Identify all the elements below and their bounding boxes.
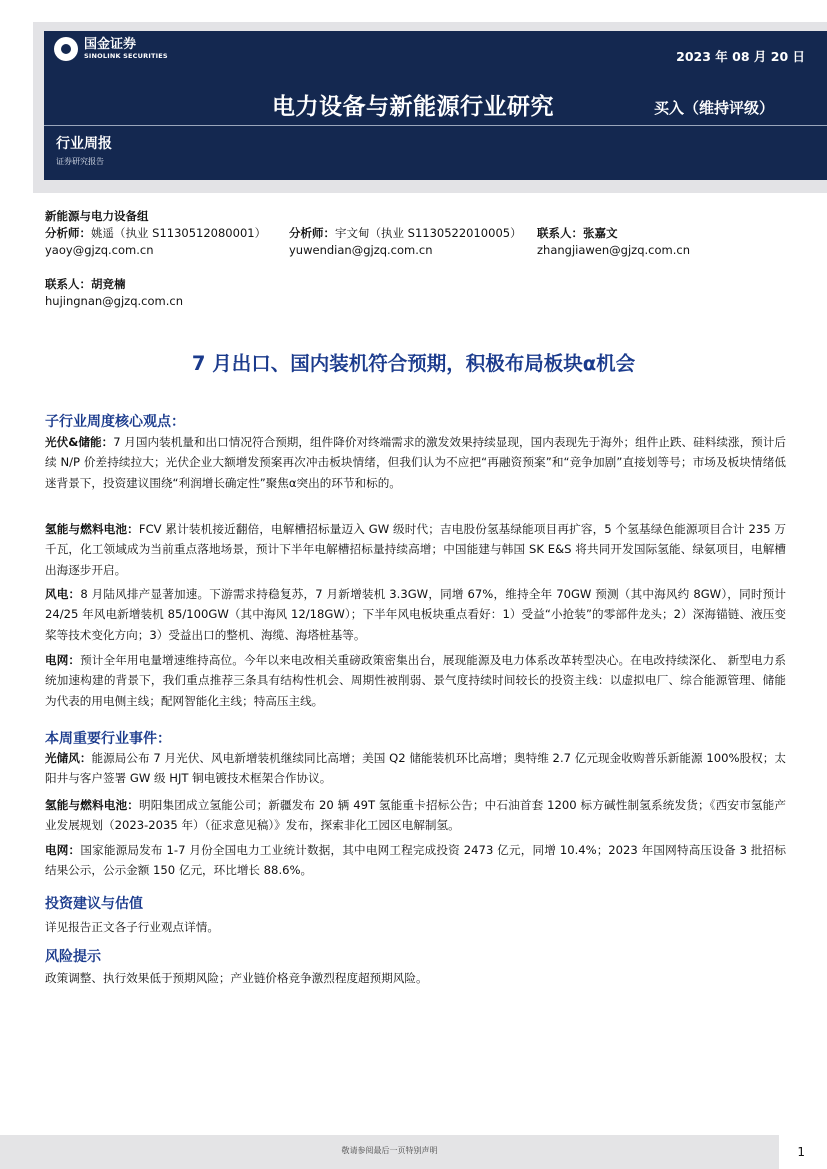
core-wind-text: 8 月陆风排产显著加速。下游需求持稳复苏，7 月新增装机 3.3GW，同增 67%，维持全年 70GW 预测（其中海风约 8GW），同时预计 24/25 年风电新增装机 85/100GW（其中海风 12/18GW）；下半年风电板块重点看好：1）受益“小抢装”的零部件龙头；2）深海锚链、液压变桨等技术变化方向；3）受益出口的整机、海缆、海塔桩基等。: [45, 587, 786, 642]
analyst-2-label: 分析师：: [289, 226, 335, 240]
contact-1-label: 联系人：: [537, 226, 583, 240]
core-wind: [45, 584, 786, 645]
analyst-2: [289, 225, 522, 241]
events-heading: 本周重要行业事件：: [45, 731, 171, 747]
event-pv-wind: [45, 748, 786, 789]
analyst-2-email[interactable]: yuwendian@gjzq.com.cn: [289, 243, 433, 257]
contact-2-email[interactable]: hujingnan@gjzq.com.cn: [45, 294, 183, 308]
logo-en-text: SINOLINK SECURITIES: [84, 52, 168, 61]
event-grid: [45, 840, 786, 881]
logo-icon: [54, 37, 78, 61]
event-hydrogen-label: 氢能与燃料电池：: [45, 798, 139, 812]
page-number: 1: [797, 1145, 805, 1159]
invest-text: 详见报告正文各子行业观点详情。: [45, 920, 219, 934]
event-hydrogen: [45, 795, 786, 836]
company-logo: [54, 37, 168, 61]
logo-cn-text: 国金证券: [84, 37, 137, 53]
analyst-1-email[interactable]: yaoy@gjzq.com.cn: [45, 243, 154, 257]
core-hydrogen-text: FCV 累计装机接近翻倍，电解槽招标量迈入 GW 级时代；吉电股份氢基绿能项目再扩容，5 个氢基绿色能源项目合计 235 万千瓦，化工领域成为当前重点落地场景，预计下半年电解槽招标量持续高增；中国能建与韩国 SK E&S 将共同开发国际氢能、绿氨项目，电解槽出海逐步开启。: [45, 522, 786, 577]
main-heading: 7 月出口、国内装机符合预期，积极布局板块α机会: [191, 352, 636, 375]
risk-text: 政策调整、执行效果低于预期风险；产业链价格竞争激烈程度超预期风险。: [45, 971, 428, 985]
report-subtype: 证券研究报告: [56, 157, 104, 166]
report-title: 电力设备与新能源行业研究: [272, 94, 554, 120]
event-pv-text: 能源局公布 7 月光伏、风电新增装机继续同比高增；美国 Q2 储能装机环比高增；奥特维 2.7 亿元现金收购普乐新能源 100%股权；太阳井与客户签署 GW 级 HJT 铜电镀技术框架合作协议。: [45, 751, 786, 786]
header-divider: [44, 125, 827, 126]
core-grid: [45, 650, 786, 711]
contact-2: [45, 276, 126, 292]
rating-badge: 买入（维持评级）: [654, 99, 775, 117]
core-hydrogen-label: 氢能与燃料电池：: [45, 522, 139, 536]
header-band: [44, 31, 827, 180]
contact-2-name: 胡竞楠: [91, 277, 126, 291]
contact-2-label: 联系人：: [45, 277, 91, 291]
event-pv-label: 光储风：: [45, 751, 92, 765]
report-date: 2023 年 08 月 20 日: [676, 49, 805, 64]
core-pv-storage: [45, 432, 786, 493]
core-wind-label: 风电：: [45, 587, 81, 601]
page-footer: [0, 1135, 827, 1169]
report-type: 行业周报: [56, 136, 112, 152]
event-hydrogen-text: 明阳集团成立氢能公司；新疆发布 20 辆 49T 氢能重卡招标公告；中石油首套 1200 标方碱性制氢系统发货；《西安市氢能产业发展规划（2023-2035 年）（征求意见稿）》发布，探索非化工园区电解制氢。: [45, 798, 786, 833]
core-grid-text: 预计全年用电量增速维持高位。今年以来电改相关重磅政策密集出台，展现能源及电力体系改革转型决心。在电改持续深化、 新型电力系统加速构建的背景下，我们重点推荐三条具有结构性机会、周期性被削弱、景气度持续时间较长的投资主线：以虚拟电厂、综合能源管理、储能为代表的用电侧主线；配网智能化主线；特高压主线。: [45, 653, 786, 708]
contact-1-name: 张嘉文: [583, 226, 618, 240]
invest-heading: 投资建议与估值: [45, 896, 143, 912]
risk-heading: 风险提示: [45, 949, 101, 965]
analyst-1: [45, 225, 266, 241]
event-grid-label: 电网：: [45, 843, 81, 857]
analyst-1-label: 分析师：: [45, 226, 91, 240]
analyst-2-name: 宇文甸（执业 S1130522010005）: [335, 226, 522, 240]
core-views-heading: 子行业周度核心观点：: [45, 414, 185, 430]
core-grid-label: 电网：: [45, 653, 81, 667]
core-pv-label: 光伏&储能：: [45, 435, 114, 449]
core-pv-text: 7 月国内装机量和出口情况符合预期，组件降价对终端需求的激发效果持续显现，国内表现先于海外；组件止跌、硅料续涨，预计后续 N/P 价差持续拉大；光伏企业大额增发预案再次冲击板块情绪，但我们认为不应把“再融资预案”和“竞争加剧”直接划等号；市场及板块情绪低迷背景下，投资建议围绕“利润增长确定性”聚焦α突出的环节和标的。: [45, 435, 786, 490]
contact-1: [537, 225, 618, 241]
team-name: 新能源与电力设备组: [45, 209, 149, 223]
footer-bar: [0, 1135, 779, 1169]
contact-1-email[interactable]: zhangjiawen@gjzq.com.cn: [537, 243, 690, 257]
footer-notice: 敬请参阅最后一页特别声明: [341, 1146, 438, 1155]
core-hydrogen: [45, 519, 786, 580]
event-grid-text: 国家能源局发布 1-7 月份全国电力工业统计数据，其中电网工程完成投资 2473 亿元，同增 10.4%；2023 年国网特高压设备 3 批招标结果公示，公示金额 150 亿元，环比增长 88.6%。: [45, 843, 786, 878]
analyst-1-name: 姚遥（执业 S1130512080001）: [91, 226, 267, 240]
